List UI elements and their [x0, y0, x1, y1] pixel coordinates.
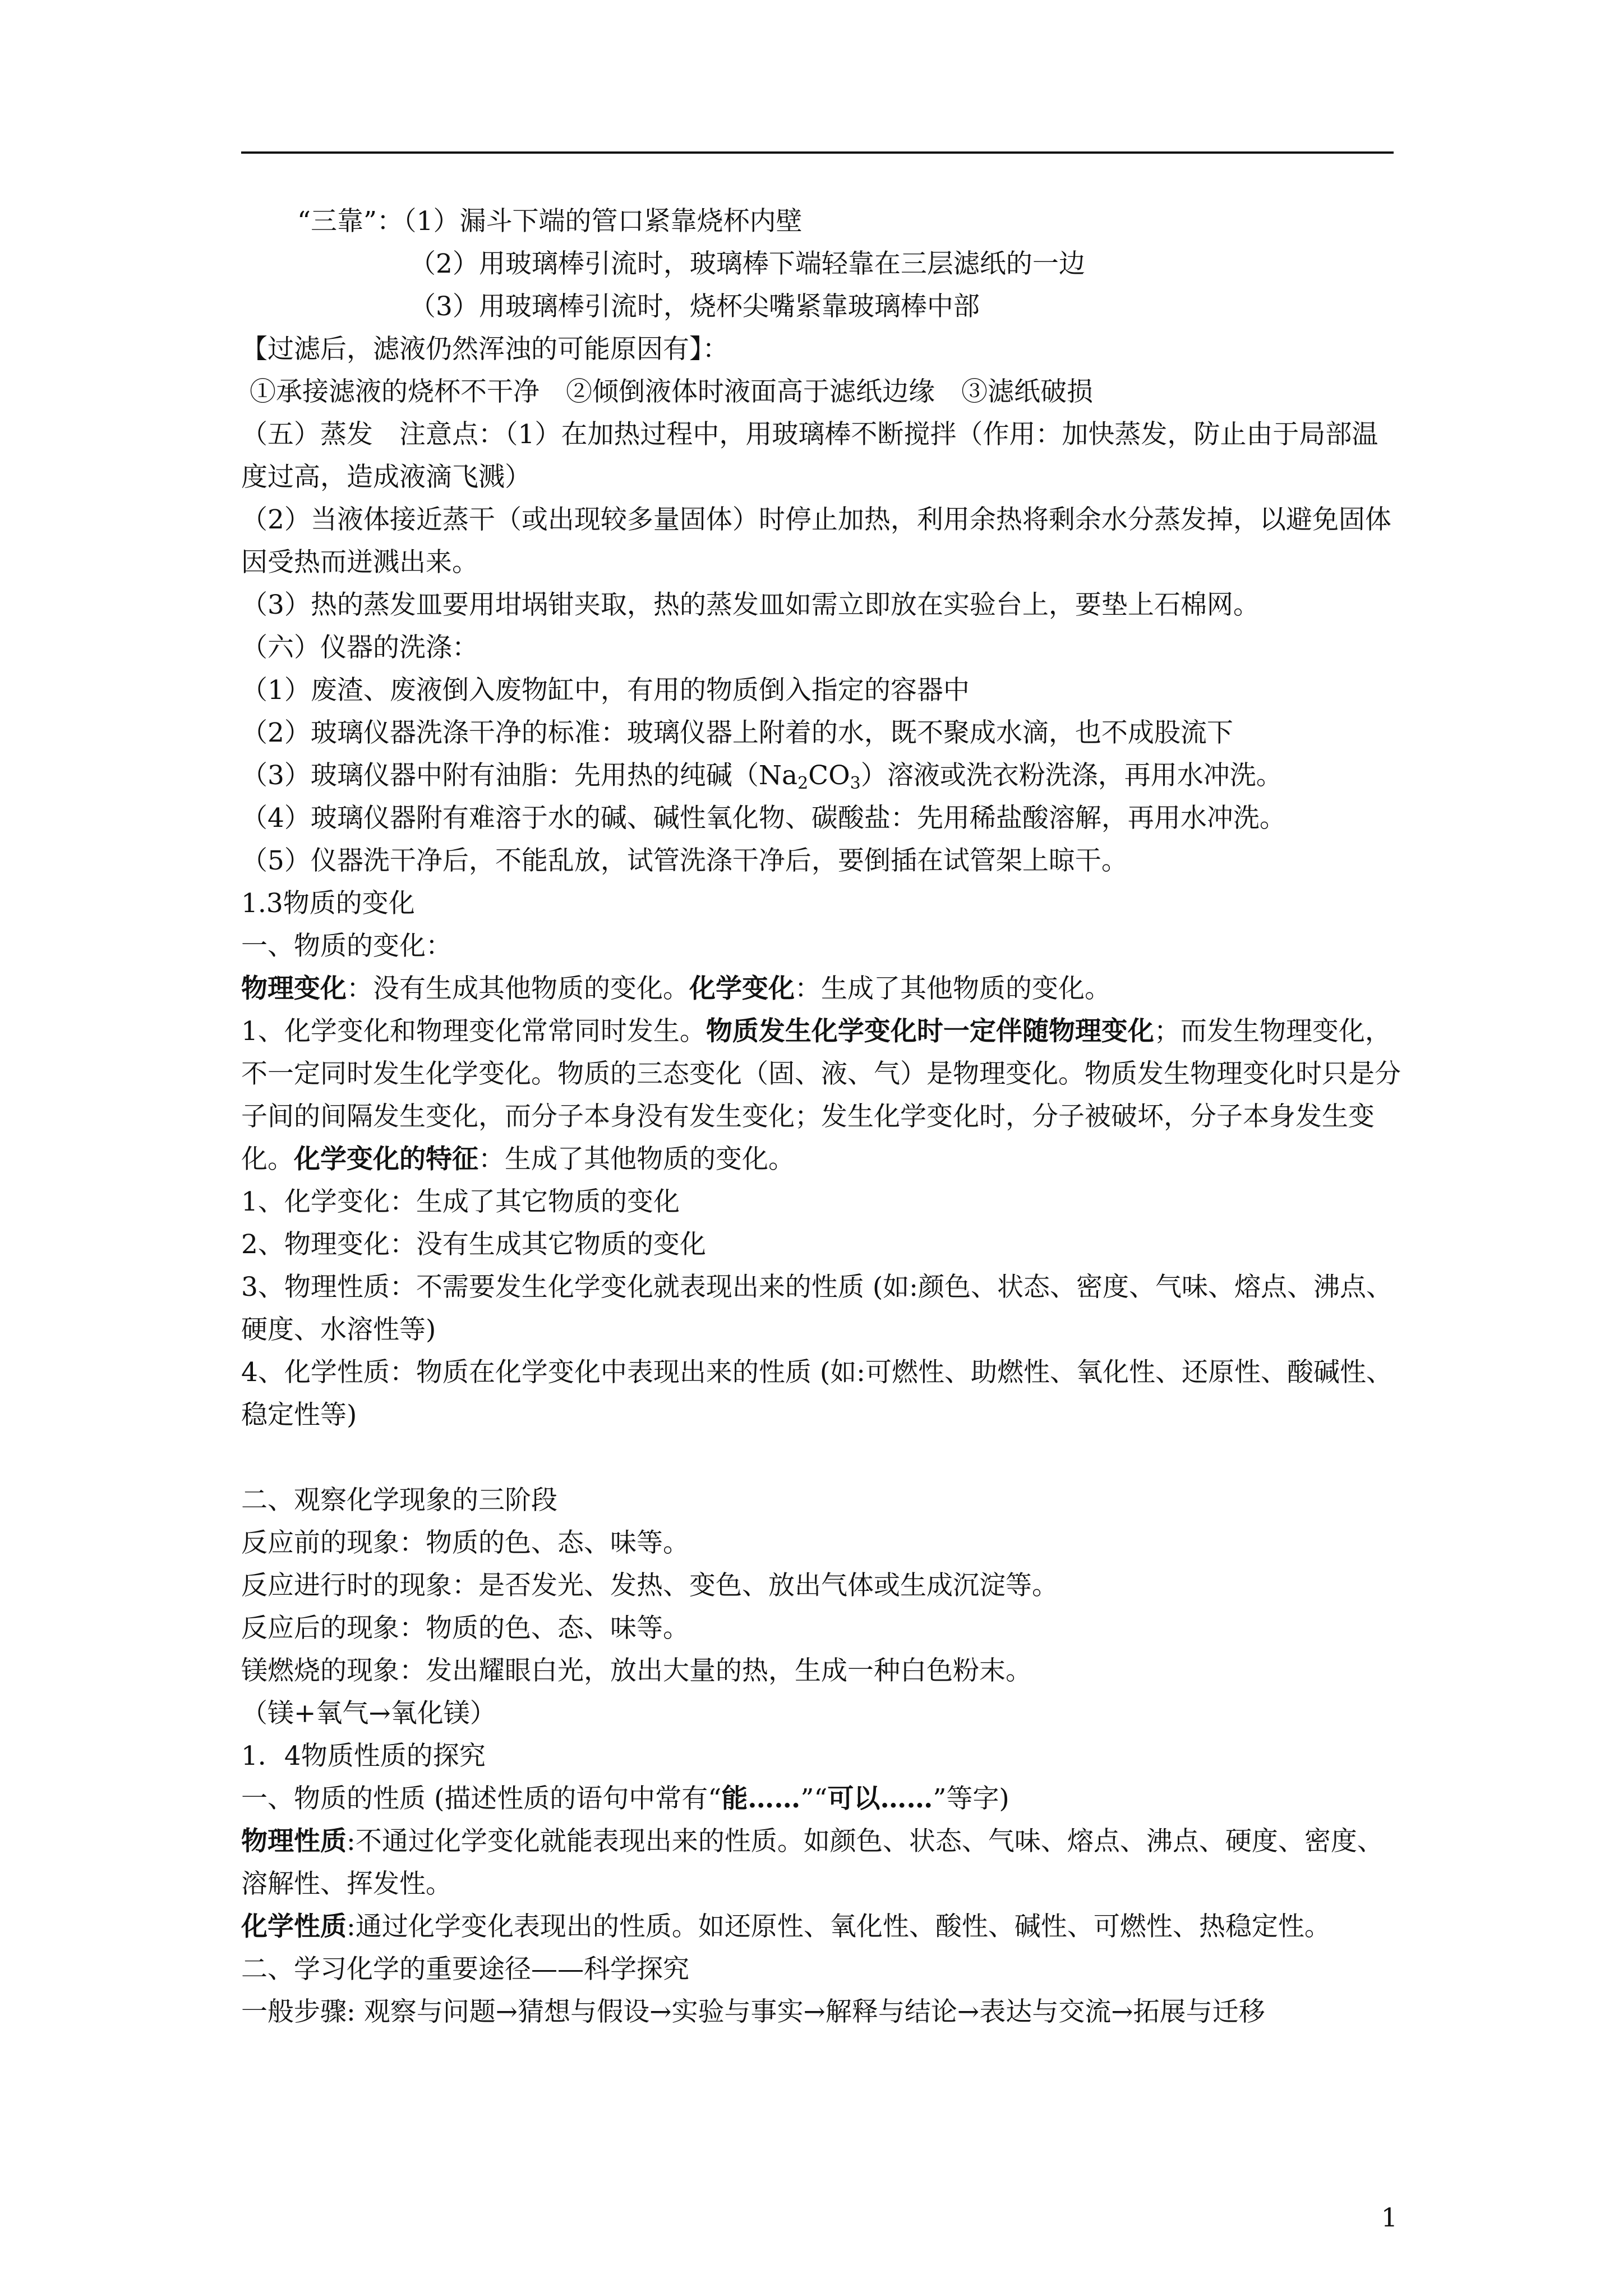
physical-change-text: ：没有生成其他物质的变化。	[347, 973, 689, 1004]
evaporate-line-2: （2）当液体接近蒸干（或出现较多量固体）时停止加热，利用余热将剩余水分蒸发掉，以避免固体因受热而迸溅出来。	[241, 504, 1391, 578]
list-item-4: 4、化学性质：物质在化学变化中表现出来的性质 (如:可燃性、助燃性、氧化性、还原性、酸碱性、稳定性等)	[241, 1357, 1393, 1430]
magnesium-burning: 镁燃烧的现象：发出耀眼白光，放出大量的热，生成一种白色粉末。	[241, 1655, 1032, 1686]
section-1-3-subheading-2: 二、观察化学现象的三阶段	[241, 1485, 557, 1516]
inquiry-steps: 一般步骤: 观察与问题→猜想与假设→实验与事实→解释与结论→表达与交流→拓展与迁移	[241, 1996, 1265, 2027]
physical-property-label: 物理性质	[241, 1826, 347, 1857]
three-lean-line-2: （2）用玻璃棒引流时，玻璃棒下端轻靠在三层滤纸的一边	[409, 249, 1085, 279]
three-lean-line-3: （3）用玻璃棒引流时，烧杯尖嘴紧靠玻璃棒中部	[409, 291, 980, 322]
washing-item-3-sub-1: 2	[797, 774, 809, 793]
washing-item-3-text-c: ）溶液或洗衣粉洗涤，再用水冲洗。	[860, 760, 1283, 791]
properties-heading-a: 一、物质的性质 (描述性质的语句中常有“	[241, 1783, 722, 1814]
washing-item-5: （5）仪器洗干净后，不能乱放，试管洗涤干净后，要倒插在试管架上晾干。	[241, 845, 1128, 876]
stage-after: 反应后的现象：物质的色、态、味等。	[241, 1613, 689, 1644]
properties-heading-bold-1: 能……	[721, 1783, 801, 1814]
evaporate-line-3: （3）热的蒸发皿要用坩埚钳夹取，热的蒸发皿如需立即放在实验台上，要垫上石棉网。	[241, 590, 1260, 620]
washing-item-1: （1）废渣、废液倒入废物缸中，有用的物质倒入指定的容器中	[241, 675, 970, 706]
stage-during: 反应进行时的现象：是否发光、发热、变色、放出气体或生成沉淀等。	[241, 1570, 1058, 1601]
change-paragraph-bold-1: 物质发生化学变化时一定伴随物理变化	[706, 1016, 1154, 1047]
physical-change-label: 物理变化	[241, 973, 347, 1004]
section-1-4-title: 1．4物质性质的探究	[241, 1741, 486, 1772]
page-number: 1	[1381, 2202, 1398, 2233]
magnesium-equation: （镁+氧气→氧化镁）	[241, 1698, 496, 1729]
header-rule	[241, 151, 1394, 154]
document-body	[241, 200, 1402, 2033]
washing-item-4: （4）玻璃仪器附有难溶于水的碱、碱性氧化物、碳酸盐：先用稀盐酸溶解，再用水冲洗。	[241, 803, 1286, 834]
chemical-change-label: 化学变化	[689, 973, 795, 1004]
list-item-1: 1、化学变化：生成了其它物质的变化	[241, 1186, 680, 1217]
section-1-3-title: 1.3物质的变化	[241, 888, 415, 919]
section-1-4-subheading-2: 二、学习化学的重要途径——科学探究	[241, 1954, 689, 1985]
chemical-change-text: ：生成了其他物质的变化。	[795, 973, 1111, 1004]
chemical-property-label: 化学性质	[241, 1911, 347, 1942]
washing-item-3-text-b: CO	[808, 760, 850, 791]
physical-property-definition	[241, 1820, 1402, 1906]
change-paragraph-bold-2: 化学变化的特征	[294, 1144, 478, 1175]
change-paragraph-a: 1、化学变化和物理变化常常同时发生。	[241, 1016, 706, 1047]
washing-heading: （六）仪器的洗涤：	[241, 632, 478, 663]
blank-line	[241, 1437, 1402, 1479]
change-paragraph-c: ；而发生物理变化，不一定同时发生化学变化。物质的三态变化（固、液、气）是物理变化。物质发生物理变化时只是分子间的间隔发生变化，而分子本身没有发生变化；发生化学变化时，分子被破坏，分子本身发生变化。	[241, 1016, 1401, 1175]
chemical-property-text: :通过化学变化表现出的性质。如还原性、氧化性、酸性、碱性、可燃性、热稳定性。	[347, 1911, 1331, 1942]
section-1-4-subheading-1	[241, 1778, 1402, 1820]
section-1-3-subheading-1: 一、物质的变化：	[241, 931, 452, 961]
evaporate-line-1: （五）蒸发 注意点：（1）在加热过程中，用玻璃棒不断搅拌（作用：加快蒸发，防止由于局部温度过高，造成液滴飞溅）	[241, 419, 1378, 493]
physical-property-text: :不通过化学变化就能表现出来的性质。如颜色、状态、气味、熔点、沸点、硬度、密度、溶解性、挥发性。	[241, 1826, 1384, 1899]
washing-item-3-text-a: （3）玻璃仪器中附有油脂：先用热的纯碱（Na	[241, 760, 798, 791]
three-lean-line-1: “三靠”：（1）漏斗下端的管口紧靠烧杯内壁	[297, 206, 803, 237]
change-definitions	[241, 968, 1402, 1010]
washing-item-3	[241, 754, 1402, 797]
properties-heading-e: ”等字)	[933, 1783, 1009, 1814]
chemical-property-definition	[241, 1906, 1402, 1948]
change-paragraph-e: ：生成了其他物质的变化。	[478, 1144, 795, 1175]
washing-item-2: （2）玻璃仪器洗涤干净的标准：玻璃仪器上附着的水，既不聚成水滴，也不成股流下	[241, 717, 1233, 748]
list-item-3: 3、物理性质：不需要发生化学变化就表现出来的性质 (如:颜色、状态、密度、气味、熔点、沸点、硬度、水溶性等)	[241, 1272, 1393, 1345]
list-item-2: 2、物理变化：没有生成其它物质的变化	[241, 1229, 706, 1260]
turbid-heading: 【过滤后，滤液仍然浑浊的可能原因有】：	[241, 334, 729, 365]
stage-before: 反应前的现象：物质的色、态、味等。	[241, 1527, 689, 1558]
properties-heading-c: ”“	[800, 1783, 828, 1814]
change-paragraph	[241, 1010, 1402, 1181]
properties-heading-bold-2: 可以……	[827, 1783, 933, 1814]
washing-item-3-sub-2: 3	[850, 774, 861, 793]
turbid-reasons: ①承接滤液的烧杯不干净 ②倾倒液体时液面高于滤纸边缘 ③滤纸破损	[250, 376, 1093, 407]
